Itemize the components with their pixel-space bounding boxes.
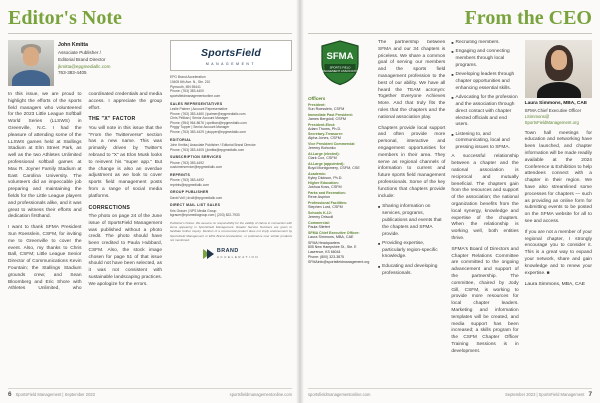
editors-note-heading: Editor's Note [8,7,122,29]
header-rule [308,33,592,34]
sfma-office-block [308,241,372,265]
masthead-line: Peggy Tupper | Senior Account Manager [170,125,230,130]
officer-entry [308,142,372,150]
editor-photo [8,40,54,86]
ceo-role-label: SFMA Chief Executive Officer: [308,230,360,235]
ceo-role-name: Laura Simmons, MBA, CAE [308,234,354,239]
ceo-contact-block [525,101,592,127]
masthead-line: Phone: (763) 383-4492 [170,178,204,183]
officer-role: Commercial: [308,220,330,225]
bullet-text: Educating and developing professionals. [382,263,438,276]
right-footer-magline: September 2023 | SportsField Management [505,392,585,397]
sfma-office-line: SFMA Headquarters [308,240,340,245]
ceo-bullets-1 [378,204,445,277]
masthead-section [170,190,292,200]
flow-block: THE "X" FACTOR [88,116,136,123]
bullet-text: Sharing information on services, programs, publications and events that the chapters and SFMA provide. [382,204,442,237]
ceo-text-column-3 [525,40,592,376]
ceo-paragraph: Town hall meetings for education and networking have been launched, and chapter information will be made readily available at the 2024 Conference & Exhibition to help attendees connect with a chapter in their region. We have also streamlined some processes for chapters — such as providing an online form for submitting events to be posted on the SFMA website for all to see and access. [524,130,592,224]
officer-role: Parks and Recreation: [308,191,346,196]
officer-entry [308,181,372,189]
bullet-item [378,241,445,261]
masthead-section-heading: SALES REPRESENTATIVES [170,101,223,106]
flow-block: The photo on page 24 of the June issue of SportsField Management was published without a photo credit. The photo should have been credited to Paula Hubbard, CSFM. Also, the stock image chosen for page 51 of that issue should not have been selected, as it was not consistent with sustainable landscaping practices. We apologize for the errors. [88,213,162,287]
flow-block: I want to thank SFMA President Sun Roesslein, CSFM, for inviting me to Greenville to cover the event. Also, my thanks to Chris Ball, CSFM; Little League Senior Director of Communications Kevin Fountain; the Stallings Stadium grounds crew; and Sean Bloomberg and Eric Shore with Athletes Unlimited, who coordinated credentials and media access. I appreciate the group effort. [8,92,162,292]
left-page-number: 6 [8,391,12,398]
sfma-office-line: Phone: (800) 323-3875 [308,255,344,260]
masthead-section [170,102,292,135]
ceo-paragraph: A successful relationship between a chapter and the national association is reciprocal and mutually beneficial. The chapters gain from the resources and support of the association; the national organization benefits from the local synergy, knowledge and expertise of the chapters. When the relationship is working well, both entities thrive. [451,154,519,242]
masthead-line: Phone: (954) 964-8676 | cpelikan@epgmediallc.com [170,120,247,125]
officer-name: Paula Sliefert [308,224,330,229]
publishers-notice: Publisher's Notice: We assume no responsibility for the validity of claims in connection with items appearing in SportsField Management. Reader Service Numbers are given to facilitate further inquiry. Mention of a commercial product does not imply endorsement by SportsField Management or EPG Brand Acceleration, or preference over similar products not mentioned. [170,220,292,242]
officer-entry [308,172,372,180]
photo-face-shape [23,47,39,66]
ceo-email-line2: SportsFieldManagement.org [524,120,579,126]
officer-name: Adam Thoms, Ph.D. [308,126,342,131]
left-page-content [8,40,292,376]
masthead-line: John Kmitta | Associate Publisher / Editorial Brand Director [170,142,256,147]
ceo-text-column-2 [451,40,518,376]
masthead-line: Chris Pelikan | Senior Account Manager [170,116,229,121]
ceo-text-column-1 [378,40,445,376]
bullet-item [451,72,518,92]
officer-role: Secretary-Treasurer: [308,132,344,137]
officer-role: Immediate Past President: [308,112,353,117]
svg-text:SPORTS FIELD: SPORTS FIELD [329,65,351,70]
masthead-line: Phone: (763) 383-4405 | jkmitta@epgmediallc.com [170,147,245,152]
left-footer [8,388,292,398]
bullet-icon: ■ [451,132,454,137]
publisher-address [170,75,292,98]
ceo-paragraph: The partnership between SFMA and our 34 chapters is priceless. We share a common goal of serving our members and the sports field management profession to the best of our ability. We have all heard the TEAM acronym: Together Everyone Achieves More. And that truly fits the roles that the chapters and the national association play. [378,40,446,120]
masthead-section [170,155,292,170]
officer-entry [308,191,372,199]
bullet-icon: ■ [451,73,454,78]
bullet-icon: ■ [378,205,381,210]
author-block [8,40,162,86]
bullet-text: Providing expertise, particularly region-specific knowledge. [382,240,438,260]
officer-entry [308,152,372,160]
masthead-section-lines [170,143,292,152]
officer-role: At-Large (appointed): [308,161,345,166]
ceo-paragraph: Chapters provide local support and often provide more personal, interactive and engagement opportunities for members in their area. They serve as regional channels of information to current and future sports field management professionals. Some of the key functions that chapters provide include: [378,125,446,199]
masthead-section-lines [170,107,292,135]
masthead-sections [170,102,292,218]
masthead-section [170,173,292,188]
bullet-icon: ■ [451,50,454,55]
bullet-text: Engaging and connecting members through local programs. [455,49,510,68]
officer-name: Kyley Dickson, Ph.D. [308,175,343,180]
ceo-paragraphs-1 [378,40,445,200]
bullet-text: Recruiting members. [455,40,500,45]
bullet-icon: ■ [378,241,381,246]
bullet-item [378,264,445,278]
bullet-icon: ■ [378,264,381,269]
right-page-number: 7 [588,391,592,398]
ceo-paragraph: SFMA's Board of Directors and Chapter Relations Committee are committed to the ongoing advancement and support of the partnership. The committee, chaired by Jody Gill, CSFM, is working to provide more resources for local chapter leaders. Marketing and information templates will be created, and media support has been increased; a skills program for the CSFM Chapter Officer Training Sessions is in development. [451,246,519,354]
sfma-office-line: Lawrence, KS 66044 [308,250,341,255]
sfma-office-line: SFMAinfo@sportsfieldmanagement.org [308,260,370,265]
svg-text:MANAGEMENT ASSOCIATION: MANAGEMENT ASSOCIATION [320,68,360,73]
bullet-text: Developing leaders through chapter opportunities and enhancing essential skills. [455,72,515,91]
bullet-text: Listening to, and communicating, local and pressing issues to SFMA. [455,131,510,151]
officer-name: Stephen Lord, CSFM [308,204,343,209]
masthead-line: Phone: (763) 383-4460 | lpalmer@epgmediallc.com [170,111,246,116]
bullet-icon: ■ [451,96,454,101]
masthead-line: reprints@epgmediallc.com [170,182,210,187]
ceo-photo [525,40,592,98]
officer-role: At-Large (elected): [308,151,340,156]
author-phone: 763-383-4405 [58,70,87,76]
brand-arrows-icon [203,249,214,259]
masthead-section-lines [170,178,292,187]
officer-name: Rene Asprion [308,195,331,200]
masthead-line: David Voll | dvoll@epgmediallc.com [170,195,223,200]
officer-entry [308,123,372,131]
officer-name: Sun Roesslein, CSFM [308,107,345,111]
sfma-logo [308,40,372,91]
masthead-line: Kris Grauer | NPS Media Group [170,208,217,213]
right-page [300,0,600,403]
officer-role: Schools K-12: [308,210,332,215]
officer-entry [308,103,372,111]
sfma-shield-icon [320,40,360,86]
sfma-office-line: 805 New Hampshire St., Ste. E [308,245,357,250]
ceo-bullets-2 [451,40,518,152]
flow-block: In this issue, we are proud to highlight the efforts of the sports field managers who volunteered for the 2023 Little League Softball World Series (LLSWS) in Greenville, N.C. I had the pleasure of attending some of the LLSWS games held at Stallings Stadium at Elm Street Park, as well as the two Athletes Unlimited professional softball games at Max R. Joyner Family Stadium at East Carolina University. The volunteers did an impeccable job preparing and maintaining the fields for the Little League players and professionals alike, and it was great to witness their efforts and dedication firsthand. [8,92,82,220]
bullet-item [451,95,518,129]
author-title-line2: Editorial Brand Director [58,56,106,62]
officers-list [308,103,372,229]
officer-entry [308,132,372,140]
photo-face-shape [551,50,567,70]
author-contact [58,40,110,86]
header-rule [8,33,292,34]
officer-name: Boyd Montgomery, CSFM, CSE [308,165,360,170]
masthead-section-heading: DIRECT MAIL LIST SALES [170,203,221,208]
brand-acceleration-logo [170,248,292,260]
flow-block: CORRECTIONS [88,204,131,211]
bullet-icon: ■ [451,41,454,45]
officers-column [308,40,372,376]
officer-name: Joshua Koss, CSFM [308,185,342,190]
flow-block: You will note in this issue that the "From the Twitterverse" section has a new name. This was primarily driven by Twitter's rebrand to "X" as Elon Musk looks to reinvent his "super app." But the change is also an overdue adjustment as we look to cover sports field management posts from a range of social media platforms. [88,125,162,199]
svg-text:SFMA: SFMA [326,51,354,62]
left-footer-magline: SportsField Management | September 2023 [15,392,95,397]
address-line: Phone: (763) 383-4400 [170,89,204,94]
masthead-section-heading: REPRINTS [170,172,191,177]
officer-role: Vice President Commercial: [308,142,356,147]
right-footer [308,388,592,398]
officer-name: Jeremy Driscoll [308,214,334,219]
masthead-section [170,203,292,218]
officer-role: President: [308,103,326,107]
officers-heading: Officers [308,96,326,101]
masthead-section-lines [170,196,292,201]
officer-name: Alpha Jones, CSFM [308,136,341,141]
right-footer-url: sportsfieldmanagementonline.com [308,392,371,397]
officer-role: Academic: [308,171,327,176]
masthead-line: Leslie Palmer | Account Representative [170,106,228,111]
address-line: 10405 6th Ave. N., Ste. 210 [170,80,211,85]
left-footer-url: sportsfieldmanagementonline.com [229,392,292,397]
officer-entry [308,113,372,121]
officer-entry [308,162,372,170]
masthead-section-lines [170,161,292,170]
sportsfield-management-logo [170,40,292,71]
editors-note-column [8,40,162,376]
photo-top-shape [537,82,581,98]
ceo-name: Laura Simmons, MBA, CAE [524,101,588,106]
masthead-line: Phone: (763) 383-4492 [170,160,204,165]
masthead-line: kgrauer@npsmediagroup.com | (203) 822-7933 [170,213,240,218]
masthead-section-heading: EDITORIAL [170,137,192,142]
masthead-column [170,40,292,376]
ceo-email-line1: LSimmons@ [524,114,550,120]
officer-name: Clark Cox, CSFM [308,155,337,160]
ceo-paragraphs-3 [525,131,592,278]
author-name: John Kmitta [58,42,88,48]
officer-name: Jeremy Bohonko [308,146,336,151]
ceo-title: SFMA Chief Executive Officer [524,107,582,113]
masthead-line: customerservice@epgmediallc.com [170,165,223,170]
bullet-item [451,132,518,152]
address-line: EPG Brand Acceleration [170,75,206,80]
bullet-item [451,49,518,69]
bullet-text: Advocating for the profession and the association through direct contact with chapter elected officials and end users. [455,95,518,128]
logo-wordmark: SportsField [201,47,261,59]
officer-entry [308,221,372,229]
officer-role: President-Elect: [308,122,336,127]
officer-role: Higher Education: [308,181,339,186]
bullet-item [378,204,445,238]
brand-logo-line2: ACCELERATION [216,255,260,260]
address-line: sportsfieldmanagementonline.com [170,93,221,98]
masthead-section [170,138,292,153]
ceo-paragraphs-2 [451,154,518,355]
photo-shirt-shape [12,70,50,86]
ceo-signature: Laura Simmons, MBA, CAE [524,282,585,288]
officer-entry [308,211,372,219]
editors-note-text [8,92,162,293]
ceo-paragraph: If you are not a member of your regional chapter, I strongly encourage you to consider it. This is a great way to expand your network, share and gain knowledge and to renew your expertise. ■ [524,229,592,276]
masthead-line: Phone: (763) 383-4429 | ptupper@epgmediallc.com [170,129,246,134]
brand-logo-line1: BRAND [216,247,239,254]
from-the-ceo-heading: From the CEO [464,7,592,29]
officer-role: Professional Facilities: [308,200,348,205]
masthead-section-lines [170,209,292,218]
author-title-line1: Associate Publisher / [58,49,101,55]
bullet-item [451,40,518,47]
masthead-section-heading: SUBSCRIPTION SERVICES [170,155,222,160]
officer-name: James Bergdoll, CSFM [308,116,346,121]
logo-subtitle: MANAGEMENT [205,61,257,66]
address-line: Plymouth, MN 55441 [170,84,201,89]
right-page-content [308,40,592,376]
officer-entry [308,201,372,209]
author-email: jkmitta@epgmediallc.com [58,63,111,69]
masthead-section-heading: GROUP PUBLISHER [170,190,209,195]
